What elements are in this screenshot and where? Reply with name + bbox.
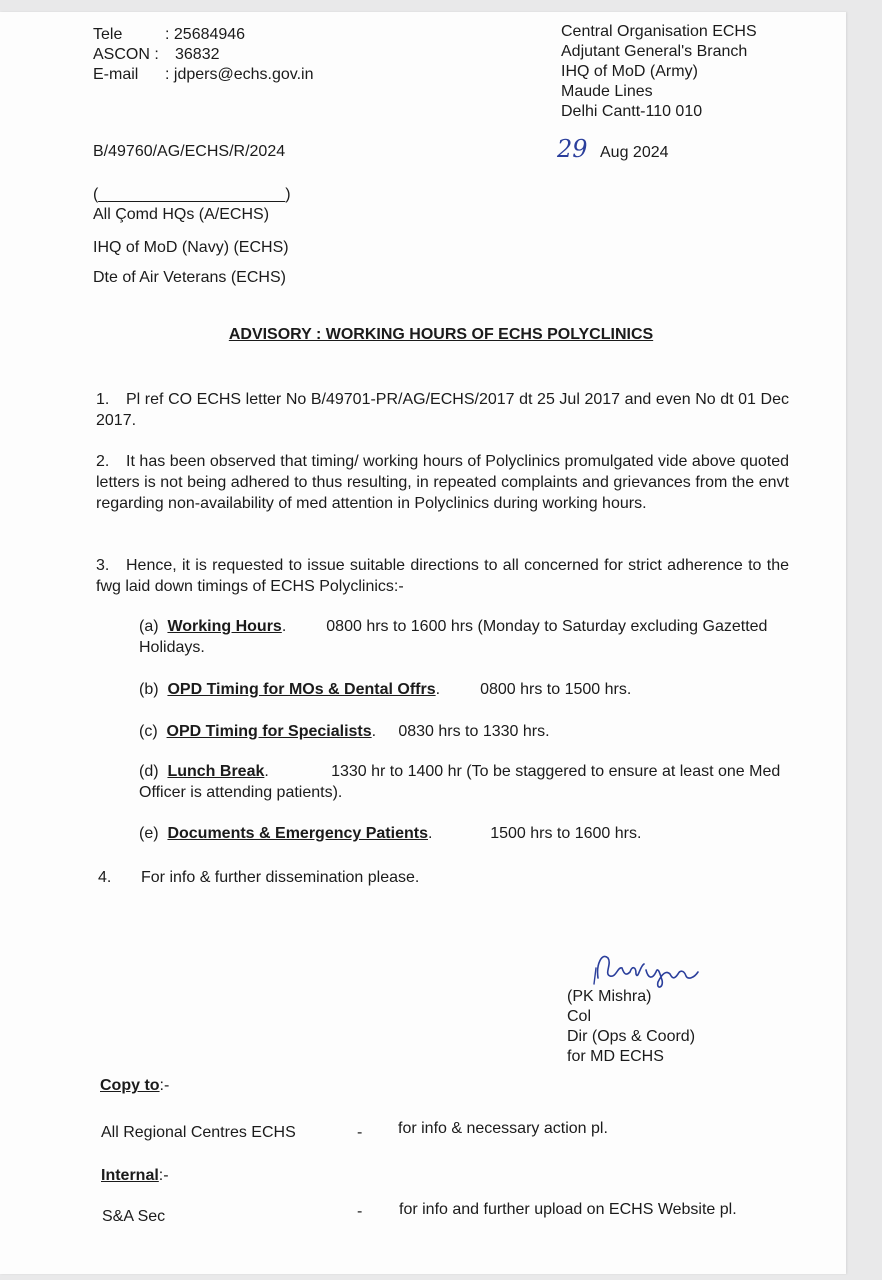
paragraph-number: 3. — [96, 557, 110, 574]
paragraph-2 — [96, 451, 789, 514]
copy-to-entry: All Regional Centres ECHS — [101, 1124, 296, 1141]
signatory-for: for MD ECHS — [567, 1048, 664, 1065]
timing-head: OPD Timing for MOs & Dental Offrs — [167, 681, 436, 698]
timing-head: OPD Timing for Specialists — [166, 723, 372, 740]
signatory-block — [567, 987, 695, 1067]
timing-item-d: (d) Lunch Break. 1330 hr to 1400 hr (To be staggered to ensure at least one Med Officer is attending patients). — [139, 763, 781, 801]
timing-value: 0800 hrs to 1600 hrs (Monday to Saturday excluding Gazetted Holidays. — [139, 618, 768, 656]
timing-label: (a) — [139, 618, 159, 635]
paragraph-3 — [96, 555, 789, 597]
timing-label: (d) — [139, 763, 159, 780]
internal-action: for info and further upload on ECHS Website pl. — [399, 1201, 737, 1218]
timing-value: 0800 hrs to 1500 hrs. — [480, 681, 632, 698]
letter-date — [557, 134, 669, 168]
copy-to-suffix: :- — [159, 1077, 170, 1094]
timing-item-e: (e) Documents & Emergency Patients. 1500 hrs to 1600 hrs. — [139, 825, 642, 842]
ascon-value: 36832 — [175, 46, 220, 63]
email-value: : jdpers@echs.gov.in — [165, 66, 314, 83]
copy-to-dash: - — [357, 1124, 363, 1141]
timing-value: 1330 hr to 1400 hr (To be staggered to ensure at least one Med Officer is attending patients). — [139, 763, 781, 801]
reference-number: B/49760/AG/ECHS/R/2024 — [93, 143, 286, 160]
office-address — [561, 22, 757, 122]
signature-scribble — [590, 944, 710, 992]
paragraph-text: It has been observed that timing/ working hours of Polyclinics promulgated vide above quoted letters is not being adhered to thus resulting, in repeated complaints and grievances from the envt regarding non-availability of med attention in Polyclinics during working hours. — [96, 453, 789, 512]
paragraph-4 — [98, 867, 791, 888]
address-line: Adjutant General's Branch — [561, 43, 748, 60]
paragraph-text: Hence, it is requested to issue suitable directions to all concerned for strict adherence to the fwg laid down timings of ECHS Polyclinics:- — [96, 557, 789, 595]
paragraph-text: For info & further dissemination please. — [141, 869, 420, 886]
recipient-blank: (_____________________) — [93, 186, 291, 203]
recipient-3: Dte of Air Veterans (ECHS) — [93, 269, 286, 286]
ascon-line — [93, 45, 313, 65]
address-line: Maude Lines — [561, 83, 653, 100]
tele-label: Tele — [93, 26, 123, 43]
timing-label: (b) — [139, 681, 159, 698]
timing-label: (c) — [139, 723, 158, 740]
timing-head: Documents & Emergency Patients — [167, 825, 428, 842]
timing-value: 1500 hrs to 1600 hrs. — [490, 825, 642, 842]
address-line: IHQ of MoD (Army) — [561, 63, 698, 80]
internal-entry: S&A Sec — [102, 1208, 166, 1225]
address-line: Central Organisation ECHS — [561, 23, 757, 40]
timing-item-c: (c) OPD Timing for Specialists. 0830 hrs to 1330 hrs. — [139, 723, 550, 740]
address-line: Delhi Cantt-110 010 — [561, 103, 703, 120]
email-line — [93, 65, 313, 85]
recipient-2: IHQ of MoD (Navy) (ECHS) — [93, 239, 289, 256]
internal-heading — [101, 1166, 169, 1186]
advisory-title: ADVISORY : WORKING HOURS OF ECHS POLYCLINICS — [228, 326, 654, 343]
ascon-label: ASCON : — [93, 46, 159, 63]
signatory-rank: Col — [567, 1008, 592, 1025]
timing-value: 0830 hrs to 1330 hrs. — [398, 723, 550, 740]
copy-to-action: for info & necessary action pl. — [398, 1120, 608, 1137]
paragraph-number: 4. — [98, 869, 112, 886]
handwritten-day: 29 — [557, 135, 588, 163]
signatory-designation: Dir (Ops & Coord) — [567, 1028, 696, 1045]
timing-head: Lunch Break — [167, 763, 265, 780]
timing-label: (e) — [139, 825, 159, 842]
sender-contact — [93, 25, 313, 85]
month-year: Aug 2024 — [600, 144, 669, 161]
internal-dash: - — [357, 1203, 363, 1220]
signatory-name: (PK Mishra) — [567, 988, 652, 1005]
paragraph-1 — [96, 389, 789, 431]
paragraph-text: Pl ref CO ECHS letter No B/49701-PR/AG/ECHS/2017 dt 25 Jul 2017 and even No dt 01 Dec 2017. — [96, 391, 789, 429]
copy-to-heading — [100, 1076, 169, 1096]
recipient-1: All Çomd HQs (A/ECHS) — [93, 206, 270, 223]
email-label: E-mail — [93, 66, 139, 83]
timing-item-a: (a) Working Hours. 0800 hrs to 1600 hrs (Monday to Saturday excluding Gazetted Holidays. — [139, 618, 768, 656]
handwritten-signature — [590, 944, 710, 992]
timing-head: Working Hours — [167, 618, 282, 635]
tele-line — [93, 25, 313, 45]
timing-item-b: (b) OPD Timing for MOs & Dental Offrs. 0800 hrs to 1500 hrs. — [139, 681, 632, 698]
internal-label: Internal — [101, 1167, 159, 1184]
paragraph-number: 1. — [96, 391, 110, 408]
paragraph-number: 2. — [96, 453, 110, 470]
internal-suffix: :- — [158, 1167, 169, 1184]
tele-value: : 25684946 — [165, 26, 246, 43]
copy-to-label: Copy to — [100, 1077, 160, 1094]
